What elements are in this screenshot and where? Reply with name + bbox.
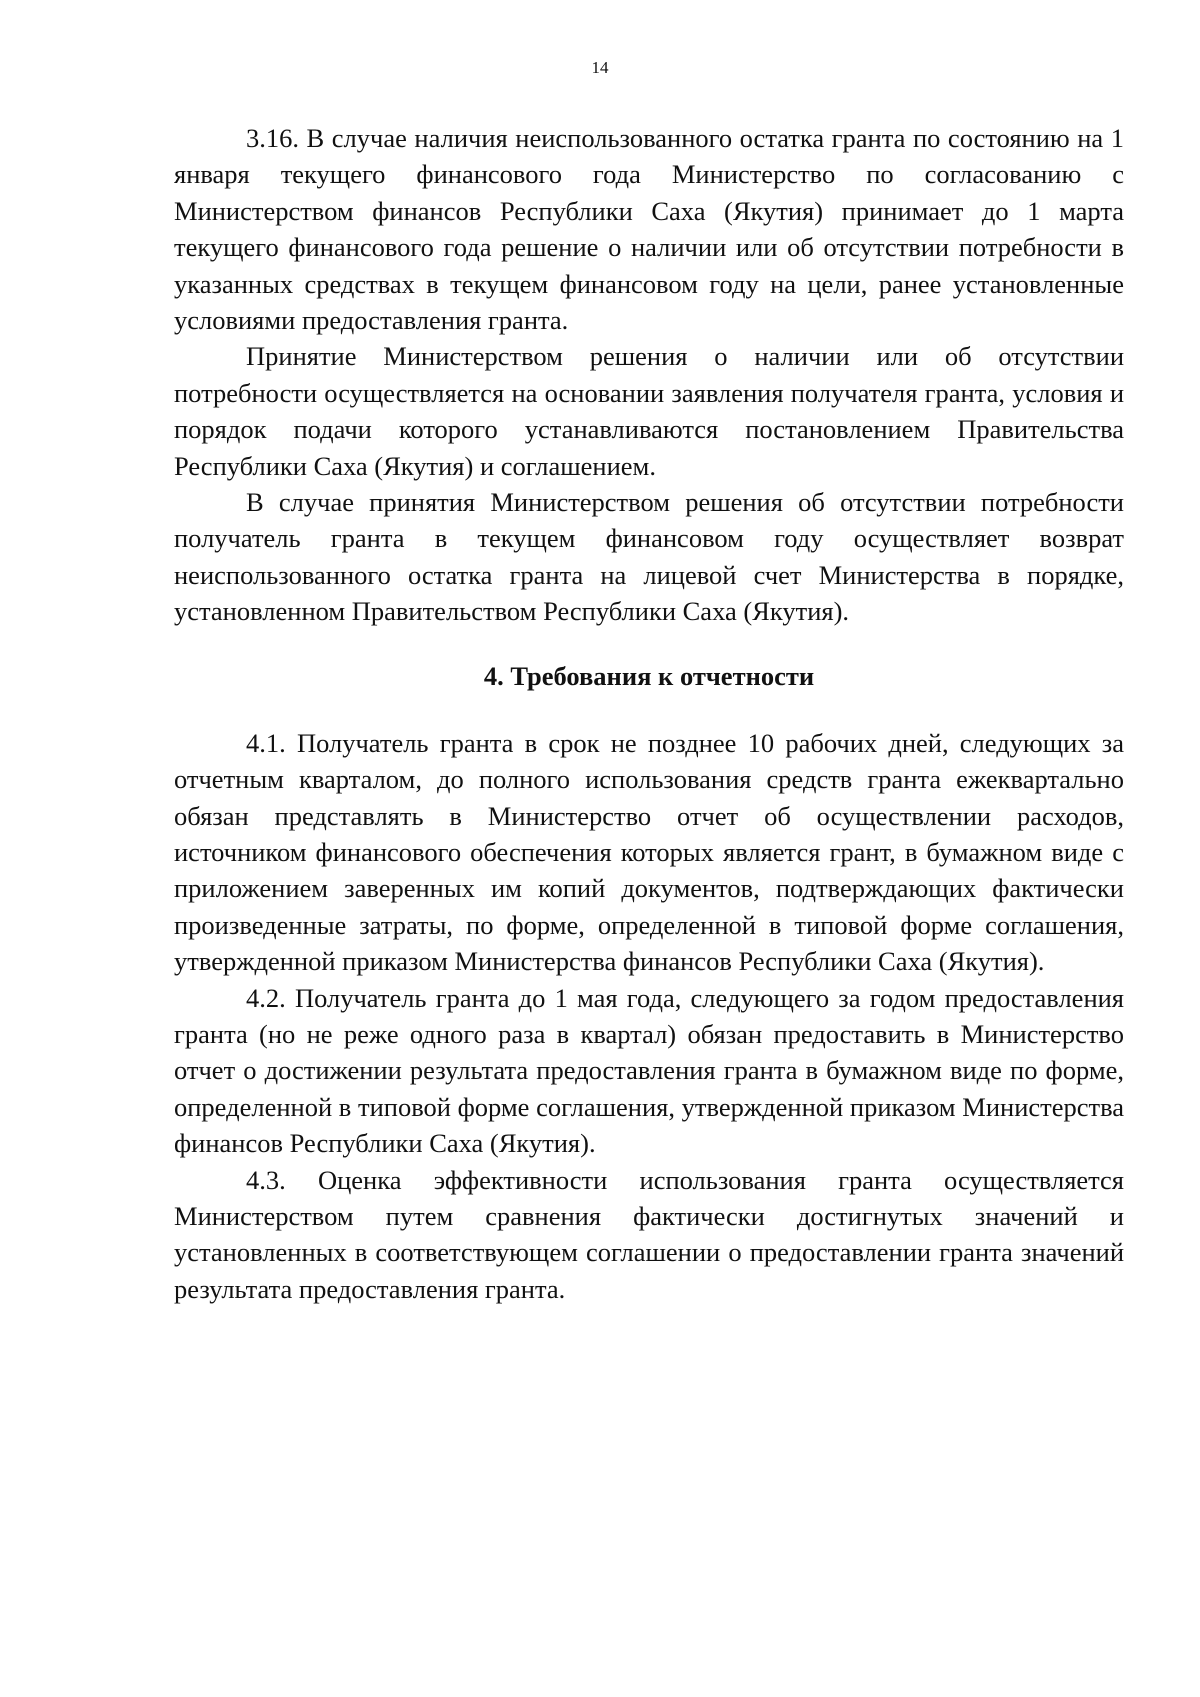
paragraph-3-16: 3.16. В случае наличия неиспользованного остатка гранта по состоянию на 1 января текущего финансового года Министерство по согласованию с Министерством финансов Республики Саха (Якутия) принимает до 1 марта текущего финансового года решение о наличии или об отсутствии потребности в указанных средствах в текущем финансовом году на цели, ранее установленные условиями предоставления гранта. — [174, 123, 1124, 336]
paragraph-4-3: 4.3. Оценка эффективности использования гранта осуществляется Министерством путем сравнения фактически достигнутых значений и установленных в соответствующем соглашении о предоставлении гранта значений результата предоставления гранта. — [174, 1164, 1124, 1304]
section-heading-reporting: 4. Требования к отчетности — [483, 660, 815, 691]
page-number: 14 — [591, 58, 609, 77]
paragraph-4-1: 4.1. Получатель гранта в срок не позднее 10 рабочих дней, следующих за отчетным кварталом, до полного использования средств гранта ежеквартально обязан представлять в Министерство отчет об осуществлении расходов, источником финансового обеспечения которых является грант, в бумажном виде с приложением заверенных им копий документов, подтверждающих фактически произведенные затраты, по форме, определенной в типовой форме соглашения, утвержденной приказом Министерства финансов Республики Саха (Якутия). — [174, 727, 1124, 977]
paragraph-4-2: 4.2. Получатель гранта до 1 мая года, следующего за годом предоставления гранта (но не реже одного раза в квартал) обязан предоставить в Министерство отчет о достижении результата предоставления гранта в бумажном виде по форме, определенной в типовой форме соглашения, утвержденной приказом Министерства финансов Республики Саха (Якутия). — [174, 982, 1124, 1159]
paragraph-decision-basis: Принятие Министерством решения о наличии или об отсутствии потребности осуществляется на основании заявления получателя гранта, условия и порядок подачи которого устанавливаются постановлением Правительства Республики Саха (Якутия) и соглашением. — [174, 341, 1124, 481]
document-body — [174, 120, 1124, 1307]
paragraph-refund-procedure: В случае принятия Министерством решения об отсутствии потребности получатель гранта в текущем финансовом году осуществляет возврат неиспользованного остатка гранта на лицевой счет Министерства в порядке, установленном Правительством Республики Саха (Якутия). — [174, 487, 1124, 627]
